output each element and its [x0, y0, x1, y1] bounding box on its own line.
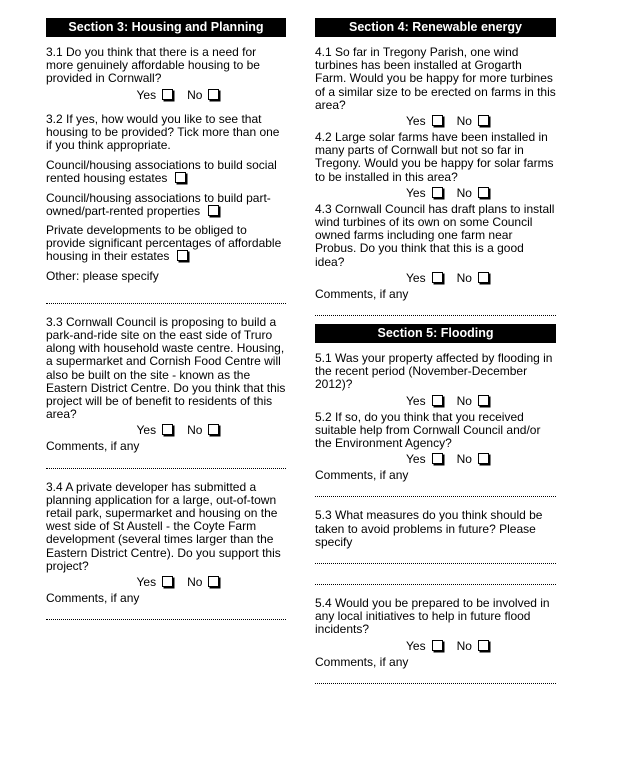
comments-line-3-4[interactable] — [46, 605, 286, 620]
no-checkbox-5-4[interactable] — [478, 640, 489, 651]
no-checkbox-5-1[interactable] — [478, 395, 489, 406]
yes-checkbox-3-3[interactable] — [162, 424, 173, 435]
yes-checkbox-3-4[interactable] — [162, 576, 173, 587]
other-specify-line[interactable] — [46, 289, 286, 304]
no-label: No — [187, 87, 203, 102]
yes-label: Yes — [406, 393, 426, 408]
no-checkbox-3-3[interactable] — [208, 424, 219, 435]
comments-line-3-3[interactable] — [46, 454, 286, 469]
checkbox-3-2-part-owned[interactable] — [208, 205, 219, 216]
question-3-3: 3.3 Cornwall Council is proposing to build a park-and-ride site on the east side of Truro along with household waste centre. Housing, a supermarket and Cornish Food Centre will also be built on the site - known as the Eastern District Centre. Do you think that this project will be of benefit to residents of this area? — [46, 314, 286, 422]
answer-line-5-3-a[interactable] — [315, 549, 556, 564]
question-3-4: 3.4 A private developer has submitted a planning application for a large, out-of-town retail park, supermarket and housing on the west side of St Austell - the Coyte Farm development (several times larger than the Eastern District Centre). Do you support this project? — [46, 479, 281, 573]
yes-checkbox-5-1[interactable] — [432, 395, 443, 406]
question-5-2: 5.2 If so, do you think that you received suitable help from Cornwall Council and/or the Environment Agency? — [315, 409, 541, 451]
no-checkbox-5-2[interactable] — [478, 453, 489, 464]
yes-no-3-3 — [46, 423, 286, 437]
option-3-2-part-owned — [46, 192, 286, 218]
question-5-4: 5.4 Would you be prepared to be involved in any local initiatives to help in future flood incidents? — [315, 596, 550, 637]
comments-label-4-3: Comments, if any — [315, 286, 409, 301]
option-3-2-other: Other: please specify — [46, 268, 159, 283]
yes-checkbox-3-1[interactable] — [162, 89, 173, 100]
yes-label: Yes — [136, 423, 157, 438]
section-4-header: Section 4: Renewable energy — [315, 18, 556, 37]
option-3-2-private-developments — [46, 224, 286, 264]
no-label: No — [456, 114, 472, 129]
answer-line-5-3-b[interactable] — [315, 570, 556, 585]
yes-no-5-4 — [315, 639, 556, 653]
section-3-header: Section 3: Housing and Planning — [46, 18, 286, 37]
no-label: No — [456, 185, 472, 200]
comments-label-3-4: Comments, if any — [46, 591, 140, 606]
comments-label-3-3: Comments, if any — [46, 439, 140, 454]
no-checkbox-4-1[interactable] — [478, 115, 489, 126]
question-4-1: 4.1 So far in Tregony Parish, one wind turbines has been installed at Grogarth Farm. Would you be happy for more turbines of a similar size to be erected on farms in this area? — [315, 45, 556, 112]
yes-label: Yes — [136, 575, 157, 590]
no-checkbox-3-4[interactable] — [208, 576, 219, 587]
yes-no-5-1 — [315, 394, 556, 408]
option-label: Private developments to be obliged to provide significant percentages of affordable housing in their estates — [46, 223, 282, 264]
question-5-3: 5.3 What measures do you think should be taken to avoid problems in future? Please specify — [315, 508, 543, 549]
no-label: No — [456, 393, 472, 408]
comments-line-4-3[interactable] — [315, 301, 556, 316]
yes-label: Yes — [406, 185, 426, 200]
question-4-3: 4.3 Cornwall Council has draft plans to install wind turbines of its own on some Council owned farms including one farm near Probus. Do you think that this is a good idea? — [315, 201, 555, 269]
checkbox-3-2-private[interactable] — [177, 250, 188, 261]
option-label: Council/housing associations to build part-owned/part-rented properties — [46, 190, 271, 218]
right-column — [315, 18, 556, 696]
section-5-header: Section 5: Flooding — [315, 324, 556, 343]
yes-no-4-2 — [315, 186, 556, 200]
no-checkbox-3-1[interactable] — [208, 89, 219, 100]
no-label: No — [187, 575, 203, 590]
no-label: No — [187, 423, 203, 438]
question-4-2: 4.2 Large solar farms have been installed in many parts of Cornwall but not so far in Tregony. Would you be happy for solar farms to be installed in this area? — [315, 130, 554, 184]
no-label: No — [456, 452, 472, 467]
no-label: No — [456, 270, 472, 285]
comments-label-5-2: Comments, if any — [315, 468, 409, 483]
yes-checkbox-5-4[interactable] — [432, 640, 443, 651]
yes-checkbox-4-3[interactable] — [432, 272, 443, 283]
question-3-2: 3.2 If yes, how would you like to see that housing to be provided? Tick more than one if you think appropriate. — [46, 111, 280, 153]
yes-checkbox-5-2[interactable] — [432, 453, 443, 464]
comments-line-5-2[interactable] — [315, 482, 556, 497]
yes-label: Yes — [406, 638, 426, 653]
yes-label: Yes — [406, 270, 426, 285]
option-3-2-social-rented — [46, 159, 286, 185]
yes-no-3-4 — [46, 575, 286, 589]
no-label: No — [456, 638, 472, 653]
yes-no-4-3 — [315, 271, 556, 285]
left-column — [46, 18, 286, 632]
comments-line-5-4[interactable] — [315, 669, 556, 684]
yes-checkbox-4-1[interactable] — [432, 115, 443, 126]
no-checkbox-4-2[interactable] — [478, 187, 489, 198]
no-checkbox-4-3[interactable] — [478, 272, 489, 283]
yes-label: Yes — [136, 87, 157, 102]
yes-no-4-1 — [315, 114, 556, 128]
yes-label: Yes — [406, 114, 426, 129]
option-label: Council/housing associations to build social rented housing estates — [46, 158, 277, 186]
checkbox-3-2-social-rented[interactable] — [175, 172, 186, 183]
question-5-1: 5.1 Was your property affected by flooding in the recent period (November-December 2012)? — [315, 351, 553, 392]
question-3-1: 3.1 Do you think that there is a need for more genuinely affordable housing to be provided in Cornwall? — [46, 45, 260, 86]
yes-label: Yes — [406, 452, 426, 467]
yes-checkbox-4-2[interactable] — [432, 187, 443, 198]
comments-label-5-4: Comments, if any — [315, 654, 409, 669]
yes-no-5-2 — [315, 452, 556, 466]
yes-no-3-1 — [46, 88, 286, 102]
